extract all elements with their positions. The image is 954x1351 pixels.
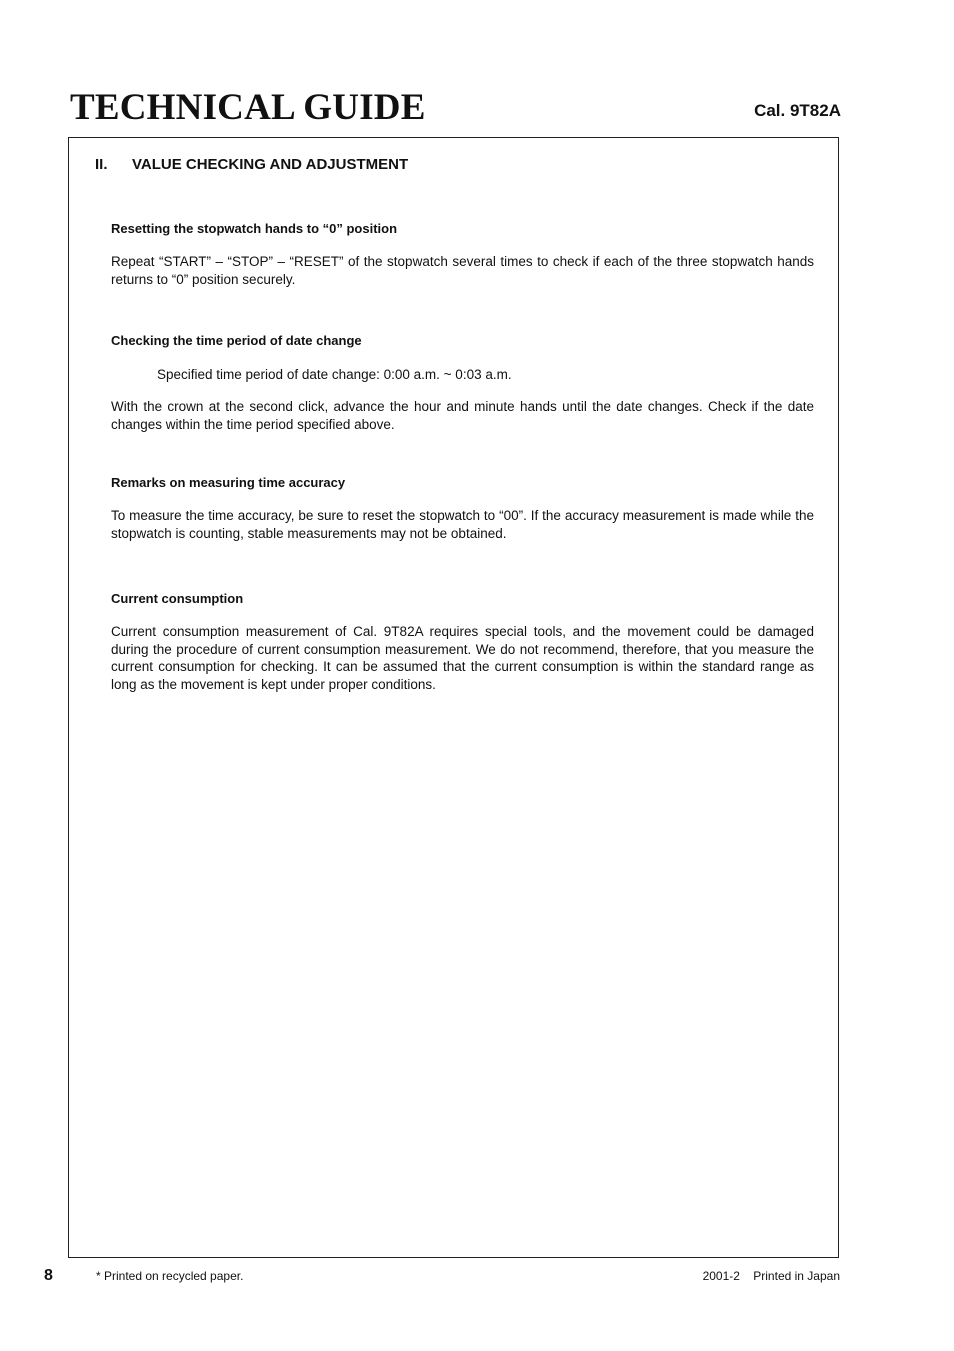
current-body: Current consumption measurement of Cal. 9T82A requires special tools, and the movement could be damaged during the procedure of current consumption measurement. We do not recommend, therefore, that you measure the current consumption for checking. It can be assumed that the current consumption is within the standard range as long as the movement is kept under proper conditions. [111, 624, 814, 692]
edition-info: 2001-2 Printed in Japan [702, 1269, 840, 1283]
date-spec: Specified time period of date change: 0:00 a.m. ~ 0:03 a.m. [157, 367, 512, 382]
date-heading: Checking the time period of date change [111, 333, 362, 348]
content-frame [68, 137, 839, 1258]
current-heading: Current consumption [111, 591, 244, 606]
accuracy-body: To measure the time accuracy, be sure to reset the stopwatch to “00”. If the accuracy measurement is made while the stopwatch is counting, stable measurements may not be obtained. [111, 508, 814, 541]
date-body: With the crown at the second click, advance the hour and minute hands until the date changes. Check if the date changes within the time period specified above. [111, 399, 814, 432]
accuracy-heading: Remarks on measuring time accuracy [111, 475, 346, 490]
section-heading [95, 156, 408, 174]
document-title: TECHNICAL GUIDE [70, 87, 426, 128]
reset-body: Repeat “START” – “STOP” – “RESET” of the stopwatch several times to check if each of the three stopwatch hands returns to “0” position securely. [111, 254, 814, 287]
section-title: VALUE CHECKING AND ADJUSTMENT [132, 156, 409, 173]
recycled-paper-note: * Printed on recycled paper. [96, 1269, 244, 1283]
page-number: 8 [44, 1267, 53, 1284]
caliber-label: Cal. 9T82A [754, 101, 841, 120]
reset-heading: Resetting the stopwatch hands to “0” position [111, 221, 398, 236]
section-number: II. [95, 156, 108, 173]
